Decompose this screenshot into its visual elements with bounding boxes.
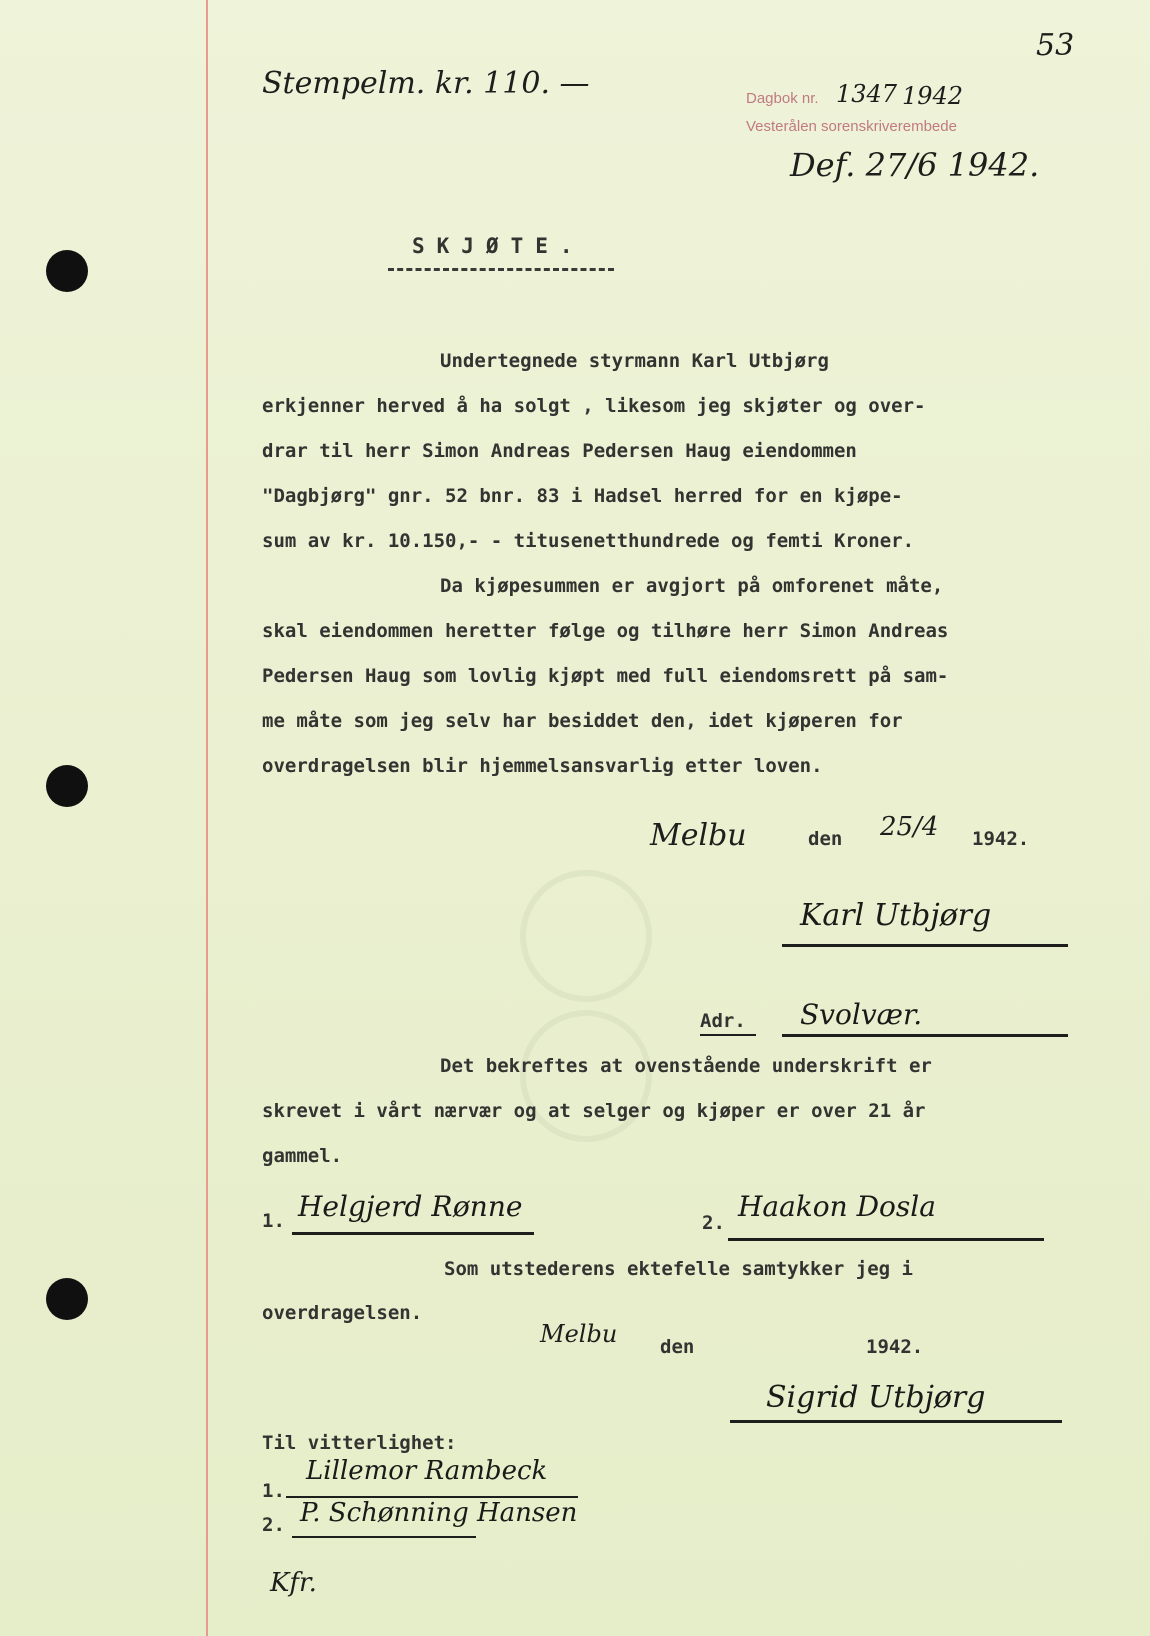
witness-number: 1.	[262, 1210, 285, 1232]
margin-line	[206, 0, 208, 1636]
vitterlighet-number: 2.	[262, 1514, 285, 1536]
witness-text-line: gammel.	[262, 1145, 343, 1167]
date-year: 1942.	[866, 1336, 924, 1358]
witness-text-line: skrevet i vårt nærvær og at selger og kjøper er over 21 år	[262, 1100, 926, 1122]
spouse-signature: Sigrid Utbjørg	[766, 1380, 986, 1415]
dagbok-year: 1942	[902, 82, 964, 110]
spouse-text-line: overdragelsen.	[262, 1302, 423, 1324]
address-value: Svolvær.	[800, 998, 923, 1031]
punch-hole	[46, 765, 88, 807]
address-label-underline	[700, 1034, 756, 1036]
body-line: me måte som jeg selv har besiddet den, idet kjøperen for	[262, 710, 903, 732]
body-line: skal eiendommen heretter følge og tilhøre herr Simon Andreas	[262, 620, 949, 642]
body-line: Da kjøpesummen er avgjort på omforenet måte,	[440, 575, 944, 597]
witness-signature: Haakon Dosla	[738, 1190, 936, 1223]
document-title: SKJØTE.	[412, 234, 585, 258]
body-line: Pedersen Haug som lovlig kjøpt med full eiendomsrett på sam-	[262, 665, 949, 687]
signature-line	[292, 1536, 476, 1538]
page-number: 53	[1036, 28, 1075, 63]
stamp-duty-note: Stempelm. kr. 110. —	[262, 66, 590, 101]
dagbok-stamp	[746, 90, 819, 107]
address-label: Adr.	[700, 1010, 746, 1032]
body-line: sum av kr. 10.150,- - titusenetthundrede og femti Kroner.	[262, 530, 915, 552]
date-den: den	[808, 828, 843, 850]
signature-line	[730, 1420, 1062, 1423]
vitterlighet-signature: P. Schønning Hansen	[300, 1498, 578, 1528]
initials: Kfr.	[270, 1568, 317, 1598]
punch-hole	[46, 250, 88, 292]
witness-number: 2.	[702, 1212, 725, 1234]
date-day: 25/4	[880, 812, 939, 842]
signature-line	[292, 1232, 534, 1235]
body-line: drar til herr Simon Andreas Pedersen Haug eiendommen	[262, 440, 857, 462]
vitterlighet-number: 1.	[262, 1480, 285, 1502]
seller-signature: Karl Utbjørg	[800, 898, 992, 933]
signature-line	[782, 944, 1068, 947]
punch-hole	[46, 1278, 88, 1320]
witness-signature: Helgjerd Rønne	[298, 1190, 523, 1223]
address-line	[782, 1034, 1068, 1037]
witness-text-line: Det bekreftes at ovenstående underskrift er	[440, 1055, 932, 1077]
date-place: Melbu	[540, 1320, 618, 1348]
watermark-ring	[520, 870, 652, 1002]
date-den: den	[660, 1336, 695, 1358]
body-line: Undertegnede styrmann Karl Utbjørg	[440, 350, 829, 372]
date-place: Melbu	[650, 818, 747, 853]
date-year: 1942.	[972, 828, 1030, 850]
registered-note: Def. 27/6 1942.	[790, 146, 1040, 184]
dagbok-prefix: Dagbok nr.	[746, 90, 819, 107]
spouse-text-line: Som utstederens ektefelle samtykker jeg i	[444, 1258, 913, 1280]
vitterlighet-signature: Lillemor Rambeck	[306, 1456, 548, 1486]
body-line: overdragelsen blir hjemmelsansvarlig etter loven.	[262, 755, 823, 777]
vitterlighet-label: Til vitterlighet:	[262, 1432, 457, 1454]
dagbok-number: 1347	[836, 80, 898, 108]
body-line: erkjenner herved å ha solgt , likesom jeg skjøter og over-	[262, 395, 926, 417]
office-stamp: Vesterålen sorenskriverembede	[746, 118, 957, 135]
signature-line	[728, 1238, 1044, 1241]
body-line: "Dagbjørg" gnr. 52 bnr. 83 i Hadsel herred for en kjøpe-	[262, 485, 903, 507]
title-underline	[388, 268, 614, 271]
